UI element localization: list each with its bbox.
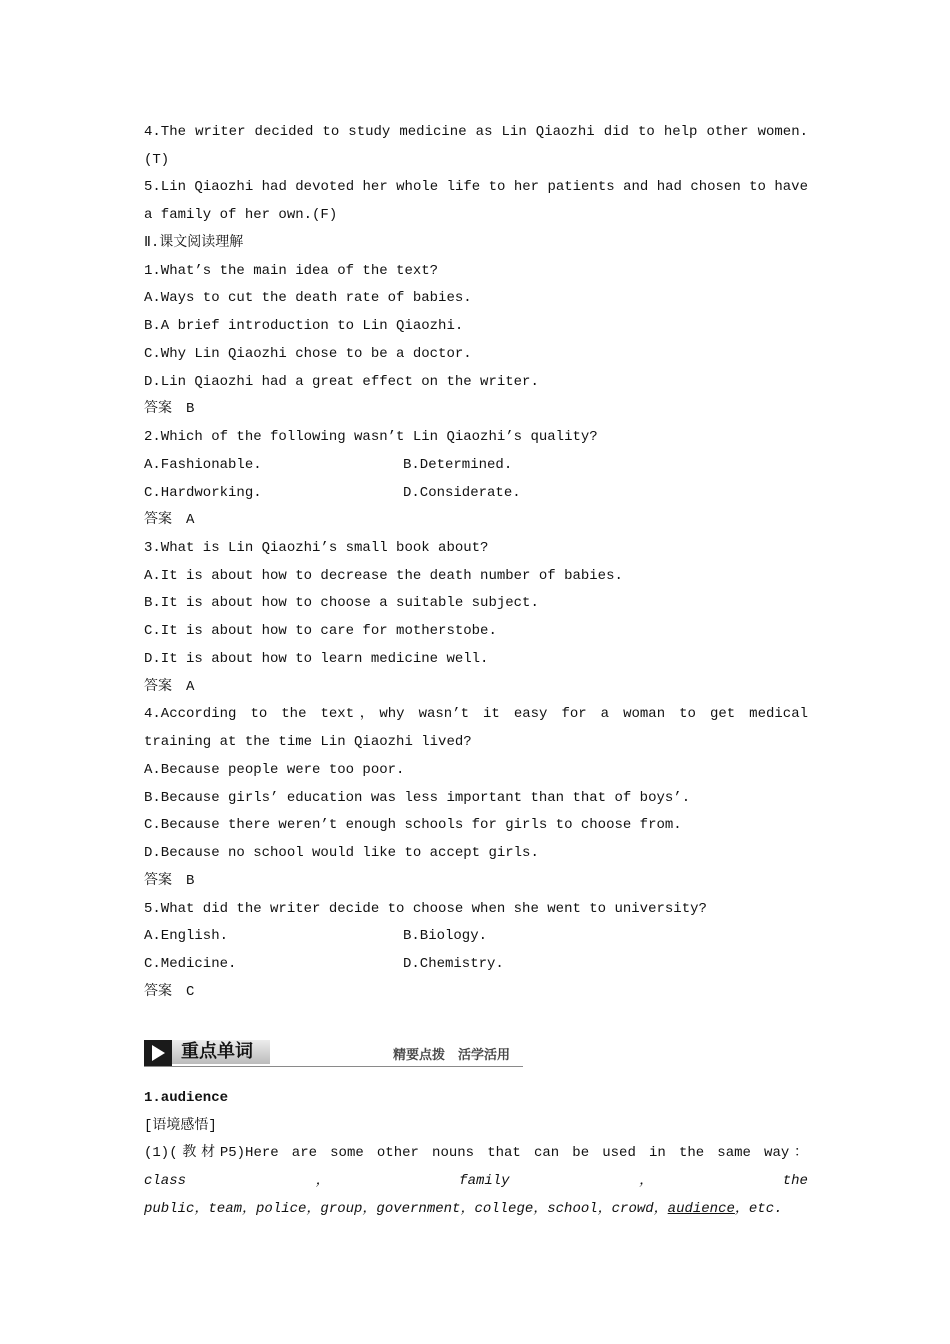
judgement-item-4-line-2: (T) bbox=[144, 151, 170, 168]
vocab-block bbox=[144, 1085, 808, 1224]
question-5-option-c: C.Medicine. bbox=[144, 956, 237, 973]
question-4-option-c: C.Because there weren’t enough schools for girls to choose from. bbox=[144, 817, 682, 834]
vocab-context-label: [语境感悟] bbox=[144, 1117, 217, 1134]
vocab-word-heading: 1.audience bbox=[144, 1090, 229, 1106]
question-1-answer: 答案 B bbox=[144, 401, 195, 418]
question-4-answer: 答案 B bbox=[144, 872, 195, 889]
question-3-option-d: D.It is about how to learn medicine well. bbox=[144, 650, 489, 667]
example-token: ， bbox=[639, 1173, 654, 1190]
example-token: the bbox=[782, 1173, 808, 1190]
triangle-shape bbox=[152, 1045, 165, 1061]
question-1-stem: 1.What’s the main idea of the text? bbox=[144, 262, 439, 279]
exercise-block bbox=[144, 119, 808, 1007]
judgement-item-4-line-1: 4.The writer decided to study medicine as Lin Qiaozhi did to help other women. bbox=[144, 124, 808, 140]
vocab-example-line-1: (1)(教材P5)Here are some other nouns that can be used in the same way： bbox=[144, 1145, 808, 1162]
question-3-option-b: B.It is about how to choose a suitable subject. bbox=[144, 595, 539, 612]
question-3-option-a: A.It is about how to decrease the death number of babies. bbox=[144, 567, 623, 584]
question-2-stem: 2.Which of the following wasn’t Lin Qiaozhi’s quality? bbox=[144, 429, 598, 446]
question-5-stem: 5.What did the writer decide to choose when she went to university? bbox=[144, 900, 707, 917]
section-banner bbox=[144, 1039, 523, 1067]
question-4-stem-line-2: training at the time Lin Qiaozhi lived? bbox=[144, 734, 472, 751]
question-5-options-row-2 bbox=[144, 951, 808, 979]
question-2-options-row-2 bbox=[144, 480, 808, 508]
question-5-options-row-1 bbox=[144, 923, 808, 951]
section-subtitle: 精要点拨 活学活用 bbox=[393, 1048, 511, 1063]
question-3-stem: 3.What is Lin Qiaozhi’s small book about? bbox=[144, 540, 489, 557]
example-token: family bbox=[459, 1173, 510, 1190]
question-2-options-row-1 bbox=[144, 452, 808, 480]
question-4-option-a: A.Because people were too poor. bbox=[144, 761, 405, 778]
question-2-option-c: C.Hardworking. bbox=[144, 484, 262, 501]
question-4-stem-line-1: 4.According to the text，why wasn’t it easy for a woman to get medical bbox=[144, 706, 808, 723]
question-1-option-b: B.A brief introduction to Lin Qiaozhi. bbox=[144, 318, 464, 335]
reading-heading: Ⅱ.课文阅读理解 bbox=[144, 234, 244, 251]
question-2-answer: 答案 A bbox=[144, 512, 195, 529]
question-3-option-c: C.It is about how to care for motherstobe. bbox=[144, 623, 497, 640]
judgement-item-5-line-2: a family of her own.(F) bbox=[144, 207, 338, 224]
question-5-answer: 答案 C bbox=[144, 983, 195, 1000]
question-3-answer: 答案 A bbox=[144, 678, 195, 695]
judgement-item-5-line-1: 5.Lin Qiaozhi had devoted her whole life to her patients and had chosen to have bbox=[144, 179, 808, 196]
example-text-after: ，etc. bbox=[734, 1200, 783, 1217]
question-5-option-d: D.Chemistry. bbox=[403, 956, 504, 973]
question-1-option-a: A.Ways to cut the death rate of babies. bbox=[144, 290, 472, 307]
play-triangle-icon bbox=[144, 1040, 172, 1066]
question-5-option-a: A.English. bbox=[144, 928, 229, 945]
example-highlight-word: audience bbox=[667, 1200, 735, 1217]
example-token: ， bbox=[315, 1173, 330, 1190]
question-4-option-b: B.Because girls’ education was less important than that of boys’. bbox=[144, 789, 691, 806]
section-title: 重点单词 bbox=[172, 1040, 270, 1064]
question-5-option-b: B.Biology. bbox=[403, 928, 488, 945]
question-4-option-d: D.Because no school would like to accept girls. bbox=[144, 845, 539, 862]
example-text-before: public，team，police，group，government，college，school，crowd， bbox=[144, 1200, 668, 1217]
question-2-option-a: A.Fashionable. bbox=[144, 456, 262, 473]
question-1-option-c: C.Why Lin Qiaozhi chose to be a doctor. bbox=[144, 345, 472, 362]
question-1-option-d: D.Lin Qiaozhi had a great effect on the writer. bbox=[144, 373, 539, 390]
example-token: class bbox=[144, 1173, 187, 1190]
question-2-option-d: D.Considerate. bbox=[403, 484, 521, 501]
vocab-example-line-3 bbox=[144, 1196, 808, 1224]
vocab-example-line-2 bbox=[144, 1168, 808, 1196]
question-2-option-b: B.Determined. bbox=[403, 456, 513, 473]
